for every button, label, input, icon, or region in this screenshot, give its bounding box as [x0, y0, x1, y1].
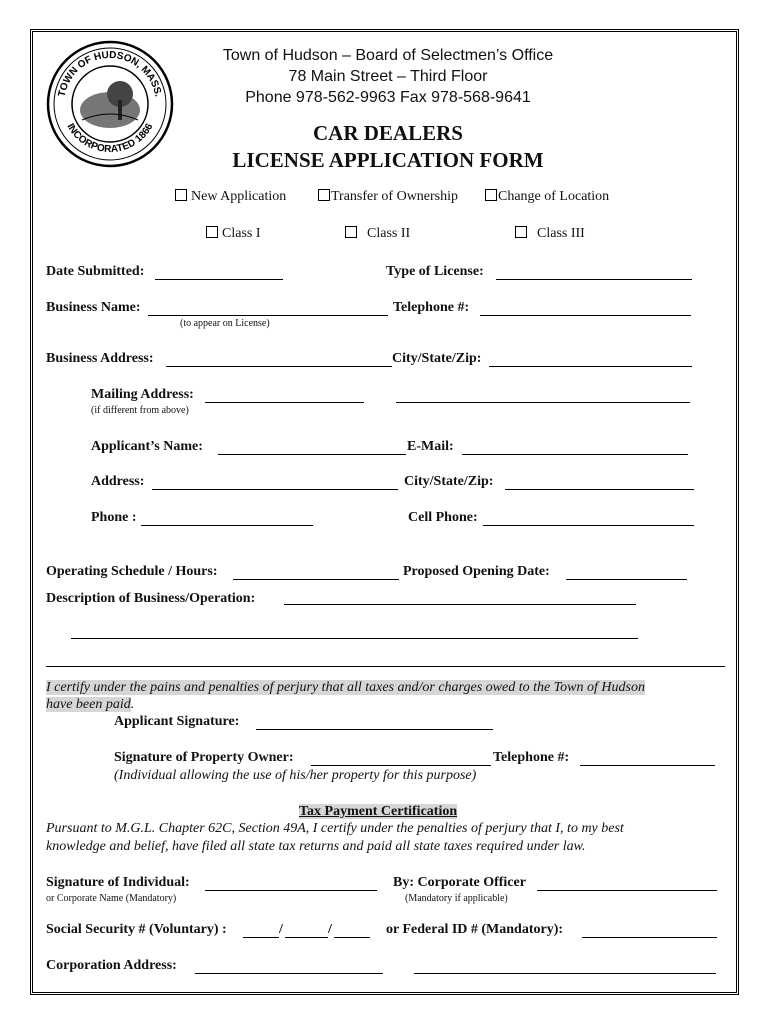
signature-individual-note: or Corporate Name (Mandatory) — [46, 893, 177, 904]
certify-text-2: have been paid. — [46, 697, 135, 712]
option-label: Class II — [367, 226, 411, 241]
tax-text-1: Pursuant to M.G.L. Chapter 62C, Section 49A, I certify under the penalties of perjury that I, to my best — [46, 821, 624, 836]
owner-note: (Individual allowing the use of his/her property for this purpose) — [114, 768, 477, 783]
ssn-field-2[interactable] — [285, 937, 328, 938]
date-submitted-field[interactable] — [155, 279, 283, 280]
checkbox-box[interactable] — [318, 189, 330, 201]
email-label: E-Mail: — [407, 439, 454, 454]
ssn-sep-2: / — [328, 922, 332, 937]
office-phone: Phone 978-562-9963 Fax 978-568-9641 — [245, 89, 531, 106]
cell-phone-field[interactable] — [483, 525, 694, 526]
corporation-address-field-2[interactable] — [414, 973, 716, 974]
checkbox-box[interactable] — [206, 226, 218, 238]
checkbox-new-application[interactable] — [175, 189, 286, 205]
owner-signature-field[interactable] — [311, 765, 491, 766]
office-address: 78 Main Street – Third Floor — [288, 68, 488, 85]
type-license-label: Type of License: — [386, 264, 484, 279]
owner-telephone-field[interactable] — [580, 765, 715, 766]
ssn-field-3[interactable] — [334, 937, 370, 938]
description-field[interactable] — [284, 604, 636, 605]
svg-text:TOWN OF HUDSON, MASS.: TOWN OF HUDSON, MASS. — [56, 49, 164, 98]
corporation-address-label: Corporation Address: — [46, 958, 177, 973]
owner-telephone-label: Telephone #: — [493, 750, 570, 765]
checkbox-transfer-ownership[interactable] — [318, 189, 458, 205]
opening-date-field[interactable] — [566, 579, 687, 580]
checkbox-box[interactable] — [515, 226, 527, 238]
checkbox-class-1[interactable] — [206, 226, 261, 242]
tax-text-2: knowledge and belief, have filed all state tax returns and paid all state taxes required under law. — [46, 839, 586, 854]
opening-date-label: Proposed Opening Date: — [403, 564, 550, 579]
cell-phone-label: Cell Phone: — [408, 510, 478, 525]
ssn-field-1[interactable] — [243, 937, 279, 938]
checkbox-class-3[interactable] — [515, 226, 585, 242]
description-field-2[interactable] — [71, 638, 638, 639]
business-address-field[interactable] — [166, 366, 392, 367]
ssn-sep-1: / — [279, 922, 283, 937]
federal-id-label: or Federal ID # (Mandatory): — [386, 922, 564, 937]
form-title-1: CAR DEALERS — [313, 121, 463, 145]
city-state-zip-field-2[interactable] — [505, 489, 694, 490]
option-label: New Application — [191, 189, 287, 204]
email-field[interactable] — [462, 454, 688, 455]
telephone-label: Telephone #: — [393, 300, 470, 315]
town-seal-logo — [44, 38, 176, 170]
owner-signature-label: Signature of Property Owner: — [114, 750, 294, 765]
telephone-field[interactable] — [480, 315, 691, 316]
business-name-label: Business Name: — [46, 300, 141, 315]
federal-id-field[interactable] — [582, 937, 717, 938]
mailing-note: (if different from above) — [91, 405, 189, 416]
tax-heading: Tax Payment Certification — [299, 804, 458, 819]
business-name-note: (to appear on License) — [180, 318, 270, 329]
mailing-address-field-2[interactable] — [396, 402, 690, 403]
phone-field[interactable] — [141, 525, 313, 526]
applicant-name-label: Applicant’s Name: — [91, 439, 203, 454]
corporation-address-field[interactable] — [195, 973, 383, 974]
option-label: Class III — [537, 226, 585, 241]
business-address-label: Business Address: — [46, 351, 154, 366]
operating-schedule-label: Operating Schedule / Hours: — [46, 564, 218, 579]
applicant-signature-label: Applicant Signature: — [114, 714, 240, 729]
ssn-label: Social Security # (Voluntary) : — [46, 922, 227, 937]
checkbox-class-2[interactable] — [345, 226, 410, 242]
city-state-zip-label-2: City/State/Zip: — [404, 474, 494, 489]
city-state-zip-field[interactable] — [489, 366, 692, 367]
date-submitted-label: Date Submitted: — [46, 264, 145, 279]
checkbox-box[interactable] — [485, 189, 497, 201]
section-divider — [46, 666, 725, 667]
option-label: Transfer of Ownership — [331, 189, 459, 204]
applicant-name-field[interactable] — [218, 454, 406, 455]
city-state-zip-label: City/State/Zip: — [392, 351, 482, 366]
phone-label: Phone : — [91, 510, 137, 525]
corporate-officer-field[interactable] — [537, 890, 717, 891]
checkbox-box[interactable] — [175, 189, 187, 201]
signature-individual-label: Signature of Individual: — [46, 875, 190, 890]
business-name-field[interactable] — [148, 315, 388, 316]
office-name: Town of Hudson – Board of Selectmen’s Office — [222, 47, 554, 64]
mailing-address-field[interactable] — [205, 402, 364, 403]
operating-schedule-field[interactable] — [233, 579, 399, 580]
type-license-field[interactable] — [496, 279, 692, 280]
form-title-2: LICENSE APPLICATION FORM — [232, 148, 544, 172]
signature-individual-field[interactable] — [205, 890, 377, 891]
address-field[interactable] — [152, 489, 398, 490]
option-label: Change of Location — [498, 189, 610, 204]
corporate-officer-note: (Mandatory if applicable) — [405, 893, 508, 904]
option-label: Class I — [222, 226, 261, 241]
address-label: Address: — [91, 474, 145, 489]
mailing-address-label: Mailing Address: — [91, 387, 194, 402]
applicant-signature-field[interactable] — [256, 729, 493, 730]
description-label: Description of Business/Operation: — [46, 591, 256, 606]
certify-text-1: I certify under the pains and penalties of perjury that all taxes and/or charges owed to the Town of Hudson — [46, 680, 645, 695]
checkbox-box[interactable] — [345, 226, 357, 238]
checkbox-change-location[interactable] — [485, 189, 609, 205]
svg-text:INCORPORATED 1866: INCORPORATED 1866 — [64, 121, 156, 156]
corporate-officer-label: By: Corporate Officer — [393, 875, 526, 890]
